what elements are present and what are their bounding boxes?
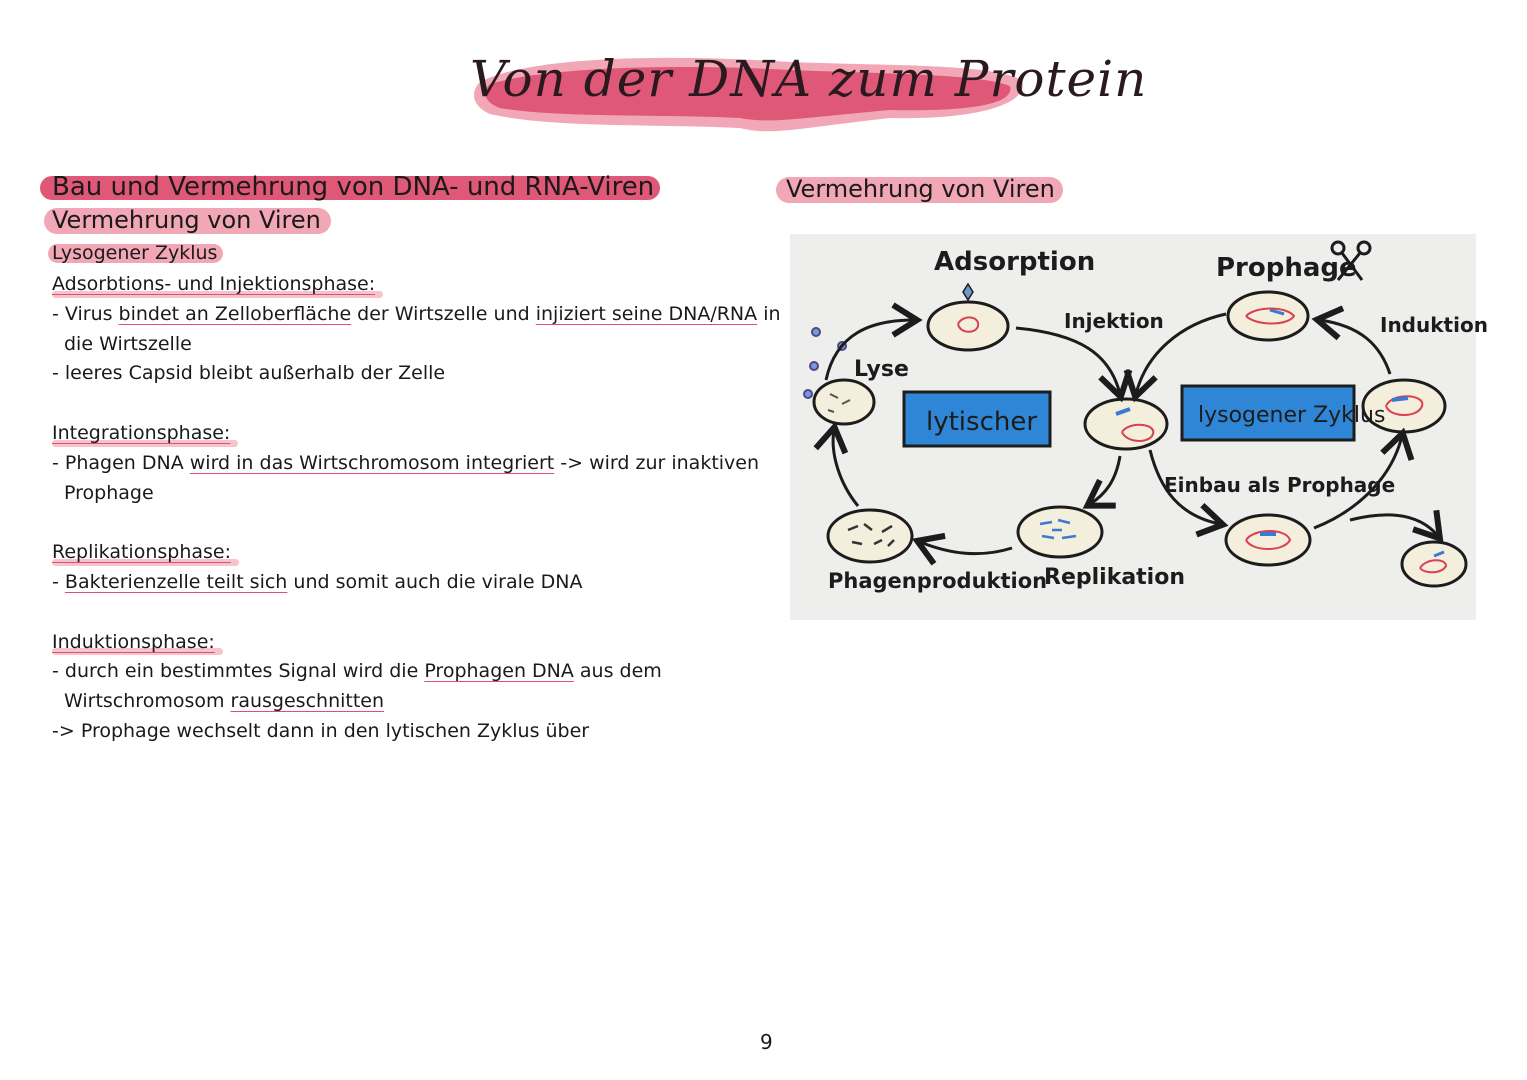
section-heading [52, 172, 654, 202]
cell-adsorption [928, 284, 1008, 350]
label-lyse: Lyse [854, 357, 909, 382]
phase-title: Replikationsphase: [52, 538, 752, 568]
note-line: Wirtschromosom rausgeschnitten [64, 690, 385, 713]
cycle-heading [52, 242, 217, 264]
note-line: -> Prophage wechselt dann in den lytischen Zyklus über [52, 719, 590, 742]
virus-cycle-figure [790, 234, 1488, 620]
note-line: - Bakterienzelle teilt sich und somit auch die virale DNA [52, 570, 583, 593]
page-number: 9 [760, 1030, 773, 1054]
cell-einbau [1226, 515, 1310, 565]
label-lysogener: lysogener Zyklus [1198, 403, 1386, 428]
arrow-injektion [1016, 328, 1120, 394]
page-title: Von der DNA zum Protein [470, 50, 1148, 108]
label-einbau: Einbau als Prophage [1164, 473, 1396, 497]
note-line: - Virus bindet an Zelloberfläche der Wirtszelle und injiziert seine DNA/RNA in [52, 302, 781, 325]
phase-title: Integrationsphase: [52, 419, 752, 449]
phase-title: Induktionsphase: [52, 628, 752, 658]
note-line: - durch ein bestimmtes Signal wird die Prophagen DNA aus dem [52, 660, 662, 683]
note-line: Prophage [64, 481, 154, 504]
label-injektion: Injektion [1064, 309, 1164, 333]
subsection-heading-text: Vermehrung von Viren [52, 206, 321, 234]
label-lytischer: lytischer [926, 407, 1038, 437]
cell-small-right [1402, 542, 1466, 586]
arrow-replikation-produktion [920, 542, 1012, 554]
cell-replikation [1018, 507, 1102, 557]
cell-center [1085, 399, 1167, 449]
label-phagenproduktion: Phagenproduktion [828, 569, 1048, 593]
label-replikation: Replikation [1044, 565, 1186, 590]
arrow-center-replikation [1090, 456, 1120, 504]
title-block [470, 36, 1148, 136]
phage-icon [963, 284, 973, 300]
label-prophage: Prophage [1216, 253, 1357, 283]
cell-phagenproduktion [828, 510, 912, 562]
cycle-diagram [790, 234, 1488, 620]
arrow-division [1350, 515, 1438, 536]
figure-heading [786, 175, 1055, 203]
label-adsorption: Adsorption [934, 247, 1096, 277]
subsection-heading [52, 206, 321, 234]
arrow-produktion-lyse [833, 430, 858, 506]
notes-body [52, 270, 781, 747]
section-heading-text: Bau und Vermehrung von DNA- und RNA-Viren [52, 172, 655, 202]
cycle-heading-text: Lysogener Zyklus [52, 242, 218, 264]
cell-lyse [814, 380, 874, 424]
phase-title: Adsorbtions- und Injektionsphase: [52, 270, 752, 300]
note-line: - leeres Capsid bleibt außerhalb der Zelle [52, 362, 446, 385]
note-line: die Wirtszelle [64, 332, 192, 355]
label-induktion: Induktion [1380, 313, 1488, 337]
figure-heading-text: Vermehrung von Viren [786, 175, 1055, 203]
cell-prophage-top [1228, 292, 1308, 340]
note-line: - Phagen DNA wird in das Wirtschromosom integriert -> wird zur inaktiven [52, 451, 760, 474]
